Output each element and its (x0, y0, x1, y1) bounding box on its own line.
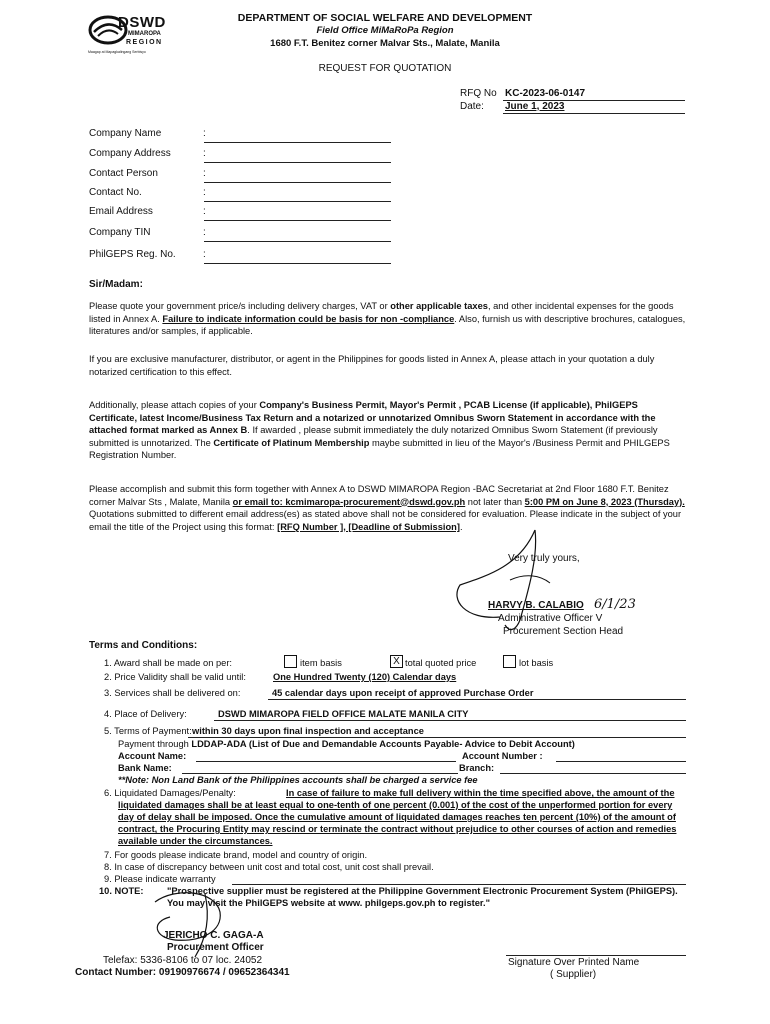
contact-no-label: Contact No. (89, 187, 142, 198)
lot-basis-label: lot basis (519, 658, 554, 668)
term-6-text: In case of failure to make full delivery within the time specified above, the amount of the liquidated damages shall be at least equal to one-tenth of one percent (0.001) of the cost of the unperformed portion for every day of delay shall be imposed. Once the cumulative amount of liquidated damages reaches ten percent (10%) of the amount of contract, the Procuring Entity may rescind or terminate the contract without prejudice to other courses of action and remedies available under the circumstances. (118, 788, 677, 846)
signatory-title-2: Procurement Section Head (503, 626, 624, 637)
contact-no-field[interactable] (204, 201, 391, 202)
company-address-label: Company Address (89, 148, 171, 159)
telefax: Telefax: 5336-8106 to 07 loc. 24052 (103, 955, 263, 966)
p4-deadline: 5:00 PM on June 8, 2023 (Thursday). (524, 496, 685, 507)
item-basis-checkbox[interactable] (284, 655, 297, 668)
payment-method (118, 738, 575, 750)
paragraph-exclusive-manufacturer: If you are exclusive manufacturer, distributor, or agent in the Philippines for goods listed in Annex A, please attach in your quotation a duly notarized certification to this effect. (89, 354, 655, 377)
philgeps-reg-field[interactable] (204, 263, 391, 264)
payment-text-a: Payment through (118, 739, 192, 749)
field-colon: : (203, 168, 206, 179)
logo-main-text: DSWD (118, 14, 166, 31)
company-tin-field[interactable] (204, 241, 391, 242)
p3-text-a: Additionally, please attach copies of your (89, 400, 260, 410)
procurement-officer-title: Procurement Officer (167, 942, 264, 953)
salutation: Sir/Madam: (89, 279, 143, 290)
lot-basis-checkbox[interactable] (503, 655, 516, 668)
supplier-signature-field[interactable] (506, 955, 686, 956)
term-3-value: 45 calendar days upon receipt of approved Purchase Order (272, 688, 534, 698)
term-9: 9. Please indicate warranty (104, 874, 216, 884)
term-4-value: DSWD MIMAROPA FIELD OFFICE MALATE MANILA CITY (218, 709, 469, 719)
term-8: 8. In case of discrepancy between unit cost and total cost, unit cost shall prevail. (104, 862, 434, 872)
email-address-field[interactable] (204, 220, 391, 221)
office-address: 1680 F.T. Benitez corner Malvar Sts., Malate, Manila (270, 38, 500, 49)
total-quoted-price-label: total quoted price (405, 658, 477, 668)
p4-subject-format: [RFQ Number ], [Deadline of Submission] (277, 521, 460, 532)
total-quoted-price-checkbox[interactable] (390, 655, 403, 668)
term-2-label: 2. Price Validity shall be valid until: (104, 672, 246, 682)
rfq-no-label: RFQ No (460, 88, 497, 99)
signatory-title-1: Administrative Officer V (498, 613, 603, 624)
paragraph-quote-instructions (89, 300, 687, 338)
company-address-field[interactable] (204, 162, 391, 163)
closing-text: Very truly yours, (508, 553, 580, 564)
term-2-value: One Hundred Twenty (120) Calendar days (273, 672, 457, 682)
logo-sub1-text: MIMAROPA (128, 31, 161, 37)
rfq-date-label: Date: (460, 101, 484, 112)
field-colon: : (203, 206, 206, 217)
contact-number: Contact Number: 09190976674 / 09652364341 (75, 967, 290, 978)
branch-field[interactable] (500, 773, 686, 774)
term-4-label: 4. Place of Delivery: (104, 709, 187, 719)
p3-text-e: maybe submitted in lieu of the Mayor's /Business Permit and PHILGEPS Registration Number. (89, 437, 670, 461)
rfq-date-value: June 1, 2023 (505, 101, 565, 112)
account-number-label: Account Number : (462, 751, 543, 761)
company-name-label: Company Name (89, 128, 162, 139)
supplier-signature-label: Signature Over Printed Name (508, 957, 640, 968)
contact-person-field[interactable] (204, 182, 391, 183)
rfq-date-line (503, 113, 685, 114)
payment-text-b: LDDAP-ADA (List of Due and Demandable Accounts Payable- Advice to Debit Account) (191, 739, 575, 749)
p4-text-e: Quotations submitted to different email address(es) as stated above shall not be considered for evaluation. Please indicate in the subject of your email the title of the Project using this format: (89, 509, 682, 532)
service-fee-note: **Note: Non Land Bank of the Philippines accounts shall be charged a service fee (118, 775, 478, 785)
paragraph-attachments (89, 399, 687, 462)
logo-tagline: Maagap at Mapagkalingang Serbisyo (88, 50, 146, 54)
p1-text-e: . Also, furnish us with descriptive brochures, catalogues, literatures and/or samples, if applicable. (89, 313, 686, 337)
document-title: REQUEST FOR QUOTATION (318, 63, 452, 74)
p1-text-a: Please quote your government price/s including delivery charges, VAT or (89, 301, 391, 311)
term-4-line (214, 720, 686, 721)
logo-sub2-text: REGION (126, 39, 163, 46)
term-10-label: 10. NOTE: (99, 886, 144, 896)
branch-label: Branch: (459, 763, 495, 773)
p4-email-link[interactable]: or email to: kcmimaropa-procurement@dswd.gov.ph (232, 496, 466, 507)
term-10-text: "Prospective supplier must be registered at the Philippine Government Electronic Procurement System (PhilGEPS). You may visit the PhilGEPS website at www. philgeps.gov.ph to register." (167, 886, 678, 908)
procurement-officer-name: JERICHO C. GAGA-A (163, 930, 264, 941)
term-7: 7. For goods please indicate brand, model and country of origin. (104, 850, 368, 860)
signatory-date-handwritten: 6/1/23 (594, 597, 636, 612)
account-name-label: Account Name: (118, 751, 187, 761)
dept-name: DEPARTMENT OF SOCIAL WELFARE AND DEVELOPMENT (237, 12, 533, 24)
p1-text-b: other applicable taxes (390, 301, 488, 311)
p1-text-c: , and other incidental expenses for the goods listed in Annex A. (89, 301, 674, 324)
field-colon: : (203, 187, 206, 198)
p3-text-b: Company's Business Permit, Mayor's Permit , PCAB License (if applicable), PhilGEPS Certificate, latest Income/Business Tax Return and a notarized or unnotarized Omnibus Sworn Statement in accordance with the attached format marked as Annex B (89, 400, 656, 436)
term-3-label: 3. Services shall be delivered on: (104, 688, 241, 698)
p1-text-d: Failure to indicate information could be basis for non -compliance (162, 313, 455, 324)
signatory-name: HARVY B. CALABIO (488, 600, 584, 611)
account-name-field[interactable] (196, 761, 456, 762)
company-tin-label: Company TIN (89, 227, 151, 238)
item-basis-label: item basis (300, 658, 342, 668)
company-name-field[interactable] (204, 142, 391, 143)
p3-text-c: . If awarded , please submit immediately the duly notarized Omnibus Sworn Statement (if previously submitted is unnotarized. The (89, 425, 658, 448)
field-colon: : (203, 128, 206, 139)
field-colon: : (203, 148, 206, 159)
field-colon: : (203, 249, 206, 260)
p4-text-c: not later than (465, 496, 525, 507)
term-5-label: 5. Terms of Payment: (104, 726, 192, 736)
term-3-line (268, 699, 686, 700)
checkbox-x-mark: X (393, 656, 400, 667)
p4-text-a: Please accomplish and submit this form together with Annex A to DSWD MIMAROPA Region -BAC Secretariat at 2nd Floor 1680 F.T. Benitez corner Malvar Sts , Malate, Manila (89, 484, 669, 507)
p4-text-g: . (459, 521, 463, 532)
p3-text-d: Certificate of Platinum Membership (213, 437, 370, 448)
philgeps-reg-label: PhilGEPS Reg. No. (89, 249, 176, 260)
bank-name-label: Bank Name: (118, 763, 172, 773)
email-address-label: Email Address (89, 206, 153, 217)
contact-person-label: Contact Person (89, 168, 158, 179)
field-colon: : (203, 227, 206, 238)
terms-heading: Terms and Conditions: (89, 640, 198, 651)
supplier-label: ( Supplier) (550, 969, 597, 980)
account-number-field[interactable] (556, 761, 686, 762)
term-1-label: 1. Award shall be made on per: (104, 658, 232, 668)
rfq-no-value: KC-2023-06-0147 (505, 88, 586, 99)
field-office: Field Office MiMaRoPa Region (316, 25, 454, 36)
term-5-value: within 30 days upon final inspection and acceptance (192, 726, 424, 736)
term-6-label: 6. Liquidated Damages/Penalty: (104, 788, 236, 798)
